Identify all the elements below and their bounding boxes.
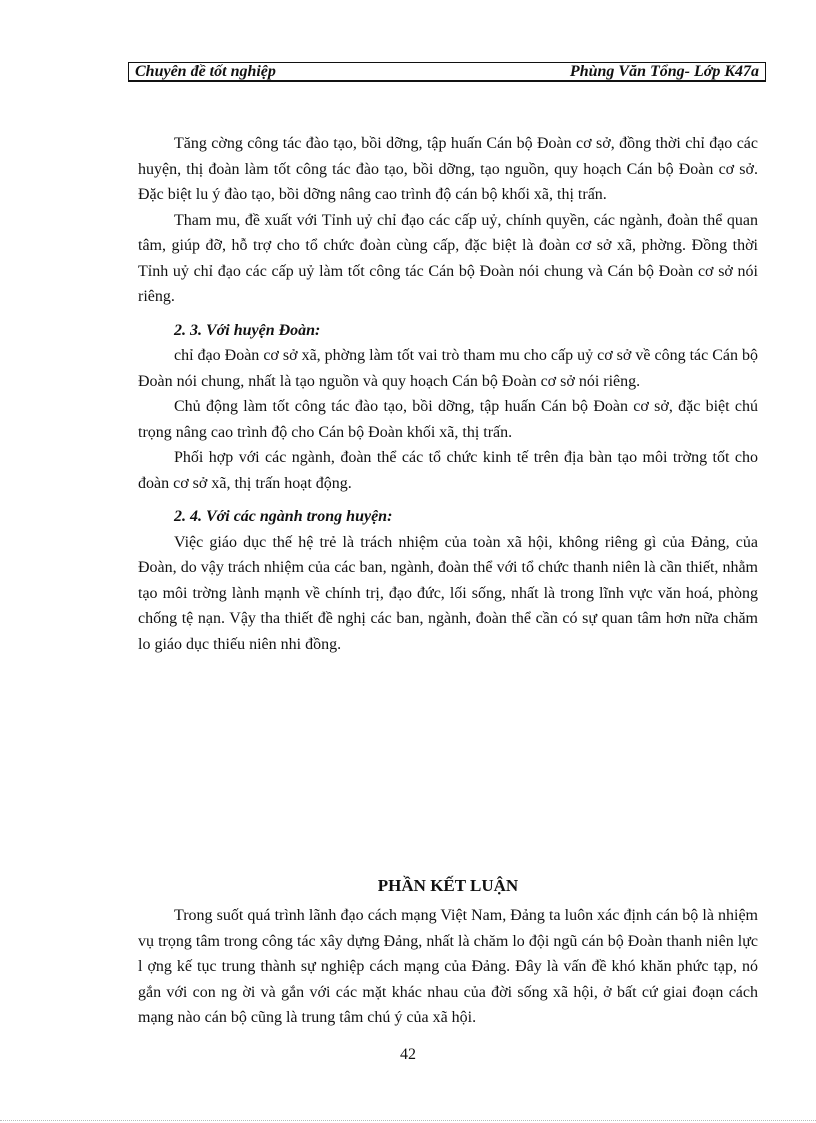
conclusion-title: PHẦN KẾT LUẬN [377,876,519,895]
page-bottom-divider [0,1120,816,1121]
paragraph: Việc giáo dục thế hệ trẻ là trách nhiệm của toàn xã hội, không riêng gì của Đảng, của Đoàn, do vậy trách nhiệm của các ban, ngành, đoàn thể với tổ chức thanh niên là cần thiết, nhằm tạo môi trờng lành mạnh về chính trị, đạo đức, lối sống, nhất là trong lĩnh vực văn hoá, phòng chống tệ nạn. Vậy tha thiết đề nghị các ban, ngành, đoàn thể cần có sự quan tâm hơn nữa chăm lo giáo dục thiếu niên nhi đồng. [138,533,758,653]
conclusion-text [138,903,758,1031]
section-heading-sectors: 2. 4. Với các ngành trong huyện: [174,508,393,525]
header-topic: Chuyên đề tốt nghiệp [135,63,276,80]
main-text [138,131,758,657]
page-header [128,62,766,82]
paragraph: chỉ đạo Đoàn cơ sở xã, phờng làm tốt vai trò tham mu cho cấp uỷ cơ sở về công tác Cán bộ Đoàn nói chung, nhất là tạo nguồn và quy hoạch Cán bộ Đoàn cơ sở nói riêng. [138,347,758,390]
paragraph: Tham mu, đề xuất với Tỉnh uỷ chỉ đạo các cấp uỷ, chính quyền, các ngành, đoàn thể quan tâm, giúp đỡ, hỗ trợ cho tổ chức đoàn cùng cấp, đặc biệt là đoàn cơ sở xã, phờng. Đồng thời Tỉnh uỷ chỉ đạo các cấp uỷ làm tốt công tác Cán bộ Đoàn nói chung và Cán bộ Đoàn cơ sở nói riêng. [138,211,758,305]
header-author-class: Phùng Văn Tổng- Lớp K47a [569,63,759,80]
paragraph: Trong suốt quá trình lãnh đạo cách mạng Việt Nam, Đảng ta luôn xác định cán bộ là nhiệm vụ trọng tâm trong công tác xây dựng Đảng, nhất là chăm lo đội ngũ cán bộ Đoàn thanh niên lực l ợng kế tục trung thành sự nghiệp cách mạng của Đảng. Đây là vấn đề khó khăn phức tạp, nó gắn với con ng ời và gắn với các mặt khác nhau của đời sống xã hội, ở bất cứ giai đoạn cách mạng nào cán bộ cũng là trung tâm chú ý của xã hội. [138,907,758,1026]
paragraph: Phối hợp với các ngành, đoàn thể các tổ chức kinh tế trên địa bàn tạo môi trờng tốt cho đoàn cơ sở xã, thị trấn hoạt động. [138,449,758,492]
section-heading-district: 2. 3. Với huyện Đoàn: [174,321,321,339]
page-number: 42 [400,1046,416,1063]
paragraph: Tăng cờng công tác đào tạo, bồi dỡng, tập huấn Cán bộ Đoàn cơ sở, đồng thời chỉ đạo các huyện, thị đoàn làm tốt công tác đào tạo, bồi dỡng, tạo nguồn, quy hoạch Cán bộ Đoàn cơ sở. Đặc biệt lu ý đào tạo, bồi dỡng nâng cao trình độ cán bộ khối xã, thị trấn. [138,135,758,203]
paragraph: Chủ động làm tốt công tác đào tạo, bồi dỡng, tập huấn Cán bộ Đoàn cơ sở, đặc biệt chú trọng nâng cao trình độ cho Cán bộ Đoàn khối xã, thị trấn. [138,398,758,441]
